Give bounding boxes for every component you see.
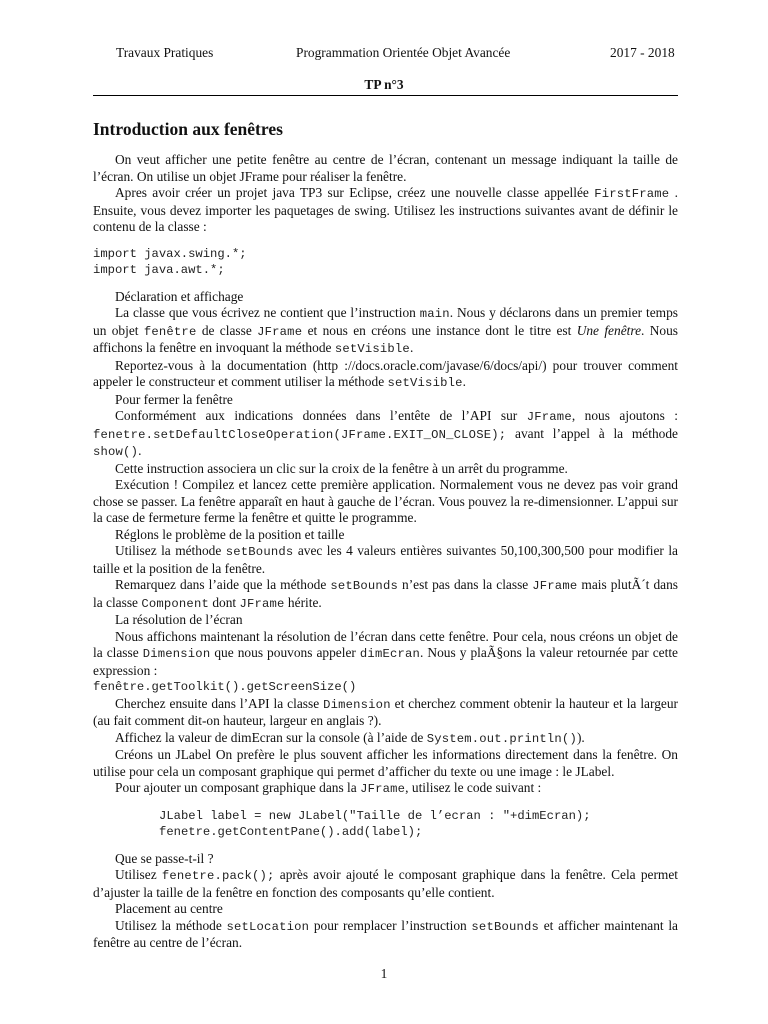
- code-jlabel-add: fenetre.getContentPane().add(label);: [159, 825, 423, 839]
- text-run: Utilisez la méthode: [115, 917, 227, 933]
- spacer: [93, 236, 678, 246]
- header-year: 2017 - 2018: [610, 45, 675, 60]
- inline-code: System.out.println(): [426, 731, 577, 746]
- header-rule: [93, 95, 678, 96]
- code-screen-size: fenêtre.getToolkit().getScreenSize(): [93, 680, 357, 694]
- inline-code: Dimension: [142, 647, 211, 661]
- text-run: après avoir ajouté le composant graphique dans la fenêtre. Cela permet d’ajuster la taille de la fenêtre en fonction des composants qu’elle contient.: [93, 867, 678, 900]
- text-run: Affichez la valeur de dimEcran sur la console (à l’aide de: [115, 729, 427, 745]
- subheading-position: Réglons le problème de la position et taille: [115, 526, 345, 542]
- paragraph-jlabel: Créons un JLabel On prefère le plus souvent afficher les informations directement dans la fenêtre. On utilise pour cela un composant graphique qui permet d’afficher du texte ou une image : le JLabel.: [93, 747, 678, 779]
- text-run: Apres avoir créer un projet java TP3 sur Eclipse, créez une nouvelle classe appellée: [115, 185, 595, 200]
- text-run: Utilisez la méthode: [115, 543, 226, 558]
- inline-code: setBounds: [225, 545, 294, 559]
- text-run: et afficher maintenant la fenêtre au centre de l’écran.: [93, 917, 678, 950]
- inline-code: setBounds: [330, 579, 398, 593]
- subheading-question: Que se passe-t-il ?: [115, 850, 214, 866]
- spacer: [93, 279, 678, 289]
- paragraph-setbounds: [93, 543, 678, 577]
- text-run: pour remplacer l’instruction: [309, 917, 472, 933]
- paragraph-println: [93, 730, 678, 748]
- code-import-awt: import java.awt.*;: [93, 263, 225, 277]
- text-run: mais plutÃ´t dans la classe: [93, 577, 678, 610]
- inline-code: fenetre.setDefaultCloseOperation(JFrame.EXIT_ON_CLOSE);: [93, 427, 507, 442]
- paragraph-setlocation: [93, 918, 678, 952]
- subheading-declaration: Déclaration et affichage: [115, 288, 244, 304]
- text-run: Utilisez: [115, 867, 162, 882]
- text-run: . Nous y déclarons dans un premier temps un objet: [93, 305, 678, 338]
- text-run: avant l’appel à la méthode: [506, 425, 678, 441]
- code-import-swing: import javax.swing.*;: [93, 246, 247, 261]
- inline-code: setLocation: [226, 919, 310, 934]
- paragraph-execution: Exécution ! Compilez et lancez cette première application. Normalement vous ne devez pas voir grand chose se passer. La fenêtre apparaît en haut à gauche de l’écran. Vous pouvez la re-dimensionner. L’appui sur la case de fermeture ferme la fenêtre et quitte le programme.: [93, 477, 678, 525]
- text-run: Conformément aux indications données dans l’entête de l’API sur: [115, 408, 527, 423]
- text-run: avec les 4 valeurs entières suivantes 50,100,300,500 pour modifier la taille et la position de la fenêtre.: [93, 543, 678, 576]
- text-run: n’est pas dans la classe: [397, 577, 533, 592]
- text-run: La classe que vous écrivez ne contient que l’instruction: [115, 305, 420, 320]
- text-run: . Nous affichons la fenêtre en invoquant la méthode: [93, 322, 678, 355]
- inline-code: JFrame: [239, 596, 285, 611]
- text-run: , nous ajoutons :: [571, 408, 678, 423]
- inline-code: JFrame: [360, 782, 406, 796]
- subheading-center: Placement au centre: [115, 901, 223, 916]
- subheading-resolution: La résolution de l’écran: [115, 612, 243, 627]
- text-run: dont: [208, 594, 240, 610]
- spacer: [93, 841, 678, 851]
- paragraph-pack: [93, 867, 678, 901]
- text-run: hérite.: [284, 594, 322, 610]
- inline-code: main: [419, 307, 450, 321]
- document-body: [93, 152, 678, 952]
- text-run: Cherchez ensuite dans l’API la classe: [115, 695, 324, 711]
- paragraph-add-component: [93, 780, 678, 798]
- text-run: .: [138, 443, 142, 458]
- inline-code: setBounds: [471, 919, 540, 934]
- code-jlabel-new: JLabel label = new JLabel("Taille de l’ecran : "+dimEcran);: [159, 808, 591, 823]
- spacer: [93, 798, 678, 808]
- paragraph-dimension: [93, 629, 678, 680]
- text-run: .: [462, 374, 466, 389]
- inline-code: show(): [93, 445, 139, 459]
- header-subject: Programmation Orientée Objet Avancée: [296, 45, 511, 60]
- tp-title: TP n°3: [364, 77, 404, 92]
- inline-code: JFrame: [526, 410, 572, 424]
- text-run: ).: [576, 729, 585, 745]
- paragraph-close-operation: [93, 408, 678, 461]
- text-run: Remarquez dans l’aide que la méthode: [115, 577, 331, 592]
- inline-code: fenetre.pack();: [161, 869, 275, 883]
- inline-code: fenêtre: [143, 324, 197, 339]
- inline-code: JFrame: [532, 579, 578, 593]
- paragraph-intro: On veut afficher une petite fenêtre au centre de l’écran, contenant un message indiquant la taille de l’écran. On utilise un objet JFrame pour réaliser la fenêtre.: [93, 152, 678, 184]
- paragraph-project: [93, 185, 678, 236]
- text-run: . Ensuite, vous devez importer les paquetages de swing. Utilisez les instructions suivantes avant de définir le contenu de la classe :: [93, 185, 679, 234]
- paragraph-component: [93, 577, 678, 612]
- italic-title: Une fenêtre: [576, 322, 642, 338]
- inline-code: FirstFrame: [594, 187, 670, 201]
- inline-code: setVisible: [387, 376, 463, 390]
- inline-code: Component: [141, 596, 209, 611]
- page-number: 1: [380, 966, 388, 981]
- inline-code: setVisible: [334, 342, 410, 356]
- paragraph-documentation: [93, 358, 678, 392]
- text-run: Nous affichons maintenant la résolution de l’écran dans cette fenêtre. Pour cela, nous créons un objet de la classe: [93, 628, 678, 660]
- paragraph-api-dimension: [93, 696, 678, 730]
- inline-code: Dimension: [323, 697, 391, 712]
- text-run: Pour ajouter un composant graphique dans la: [115, 780, 361, 795]
- header-course: Travaux Pratiques: [116, 45, 214, 60]
- text-run: Reportez-vous à la documentation (http ://docs.oracle.com/javase/6/docs/api/) pour trouver comment appeler le constructeur et comment utiliser la méthode: [93, 357, 678, 389]
- section-title: Introduction aux fenêtres: [93, 119, 283, 139]
- text-run: de classe: [196, 322, 258, 338]
- text-run: .: [409, 340, 414, 355]
- text-run: et nous en créons une instance dont le titre est: [302, 322, 577, 338]
- text-run: , utilisez le code suivant :: [405, 780, 542, 795]
- text-run: que nous pouvons appeler: [210, 645, 360, 660]
- subheading-close: Pour fermer la fenêtre: [115, 391, 233, 407]
- paragraph-close-effect: Cette instruction associera un clic sur la croix de la fenêtre à un arrêt du programme.: [115, 460, 568, 476]
- paragraph-declaration: [93, 305, 678, 358]
- text-run: . Nous y plaÃ§ons la valeur retournée par cette expression :: [93, 645, 678, 678]
- inline-code: dimEcran: [359, 647, 421, 661]
- inline-code: JFrame: [257, 324, 303, 339]
- text-run: et cherchez comment obtenir la hauteur et la largeur (au fait comment dit-on hauteur, largeur en anglais ?).: [93, 695, 678, 728]
